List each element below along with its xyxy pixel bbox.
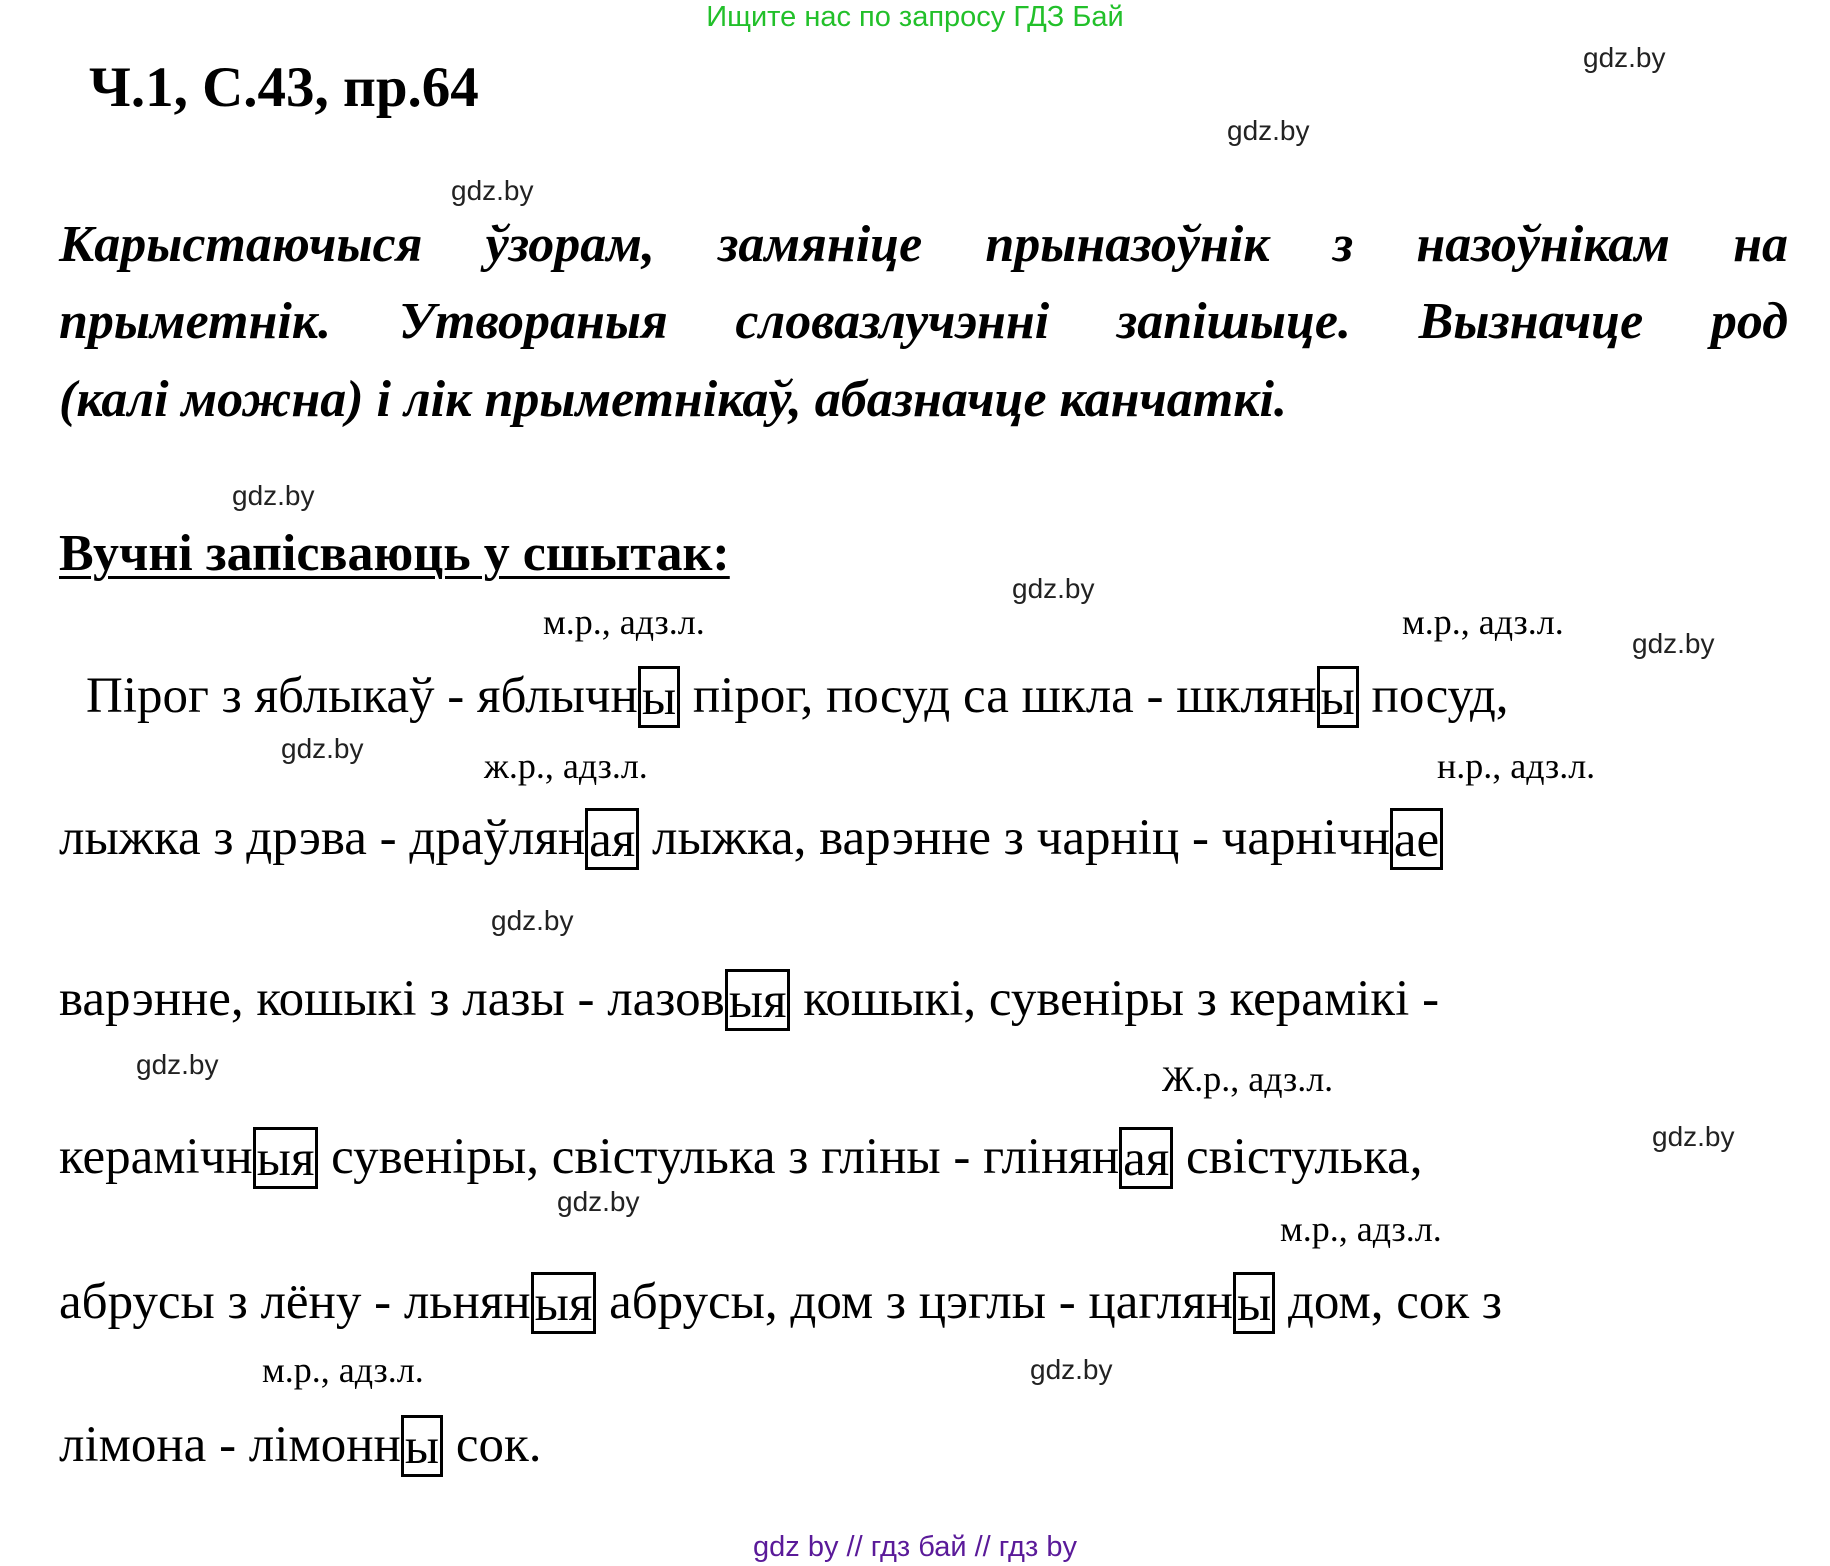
answer-line [59,1127,1423,1189]
grammar-annotation: м.р., адз.л. [1402,602,1564,642]
answer-line [59,1272,1502,1334]
text-segment: Пірог з яблыкаў - яблычн [86,668,638,724]
text-segment: кошыкі, сувеніры з керамікі - [790,971,1440,1027]
text-segment: варэнне, кошыкі з лазы - лазов [59,971,725,1027]
text-segment: дом, сок з [1275,1274,1503,1330]
watermark: gdz.by [1583,42,1666,73]
answer-line [59,969,1439,1031]
text-segment: свістулька, [1173,1129,1423,1185]
grammar-annotation: м.р., адз.л. [1280,1209,1442,1249]
watermark: gdz.by [281,733,364,764]
grammar-annotation: н.р., адз.л. [1437,746,1596,786]
watermark: gdz.by [1030,1354,1113,1385]
search-hint-banner: Ищите нас по запросу ГДЗ Бай [706,1,1124,33]
answer-line [59,808,1443,870]
boxed-ending: ы [1317,666,1359,728]
boxed-ending: ыя [725,969,791,1031]
text-segment: посуд, [1358,668,1509,724]
boxed-ending: ыя [253,1127,319,1189]
text-segment: лімона - лімонн [59,1417,401,1473]
boxed-ending: ая [585,808,639,870]
boxed-ending: ы [638,666,680,728]
grammar-annotation: Ж.р., адз.л. [1162,1059,1334,1099]
grammar-annotation: ж.р., адз.л. [484,746,648,786]
answer-line [59,1415,541,1477]
answer-line [86,666,1509,728]
watermark: gdz.by [1227,115,1310,146]
footer-watermark: gdz by // гдз бай // гдз by [753,1531,1077,1563]
watermark: gdz.by [1652,1121,1735,1152]
boxed-ending: ае [1390,808,1443,870]
grammar-annotation: м.р., адз.л. [262,1350,424,1390]
boxed-ending: ы [401,1415,443,1477]
text-segment: сувеніры, свістулька з гліны - глінян [318,1129,1120,1185]
boxed-ending: ыя [531,1272,597,1334]
instruction-line: (калі можна) і лік прыметнікаў, абазначце канчаткі. [59,371,1287,428]
watermark: gdz.by [491,905,574,936]
watermark: gdz.by [451,175,534,206]
boxed-ending: ая [1119,1127,1173,1189]
text-segment: керамічн [59,1129,253,1185]
grammar-annotation: м.р., адз.л. [543,602,705,642]
text-segment: лыжка з дрэва - драўлян [59,810,586,866]
text-segment: лыжка, варэнне з чарніц - чарнічн [639,810,1390,866]
instruction-line: прыметнік. Утвораныя словазлучэнні запішыце. Вызначце род [59,293,1788,350]
watermark: gdz.by [136,1049,219,1080]
text-segment: абрусы з лёну - льнян [59,1274,531,1330]
watermark: gdz.by [232,480,315,511]
watermark: gdz.by [1012,573,1095,604]
text-segment: пірог, посуд са шкла - шклян [680,668,1317,724]
page-title: Ч.1, С.43, пр.64 [89,56,479,119]
watermark: gdz.by [557,1186,640,1217]
text-segment: абрусы, дом з цэглы - цаглян [596,1274,1233,1330]
instruction-line: Карыстаючыся ўзорам, замяніце прыназоўнік з назоўнікам на [59,216,1788,273]
section-heading: Вучні запісваюць у сшытак: [59,525,730,582]
watermark: gdz.by [1632,628,1715,659]
boxed-ending: ы [1233,1272,1275,1334]
text-segment: сок. [443,1417,542,1473]
